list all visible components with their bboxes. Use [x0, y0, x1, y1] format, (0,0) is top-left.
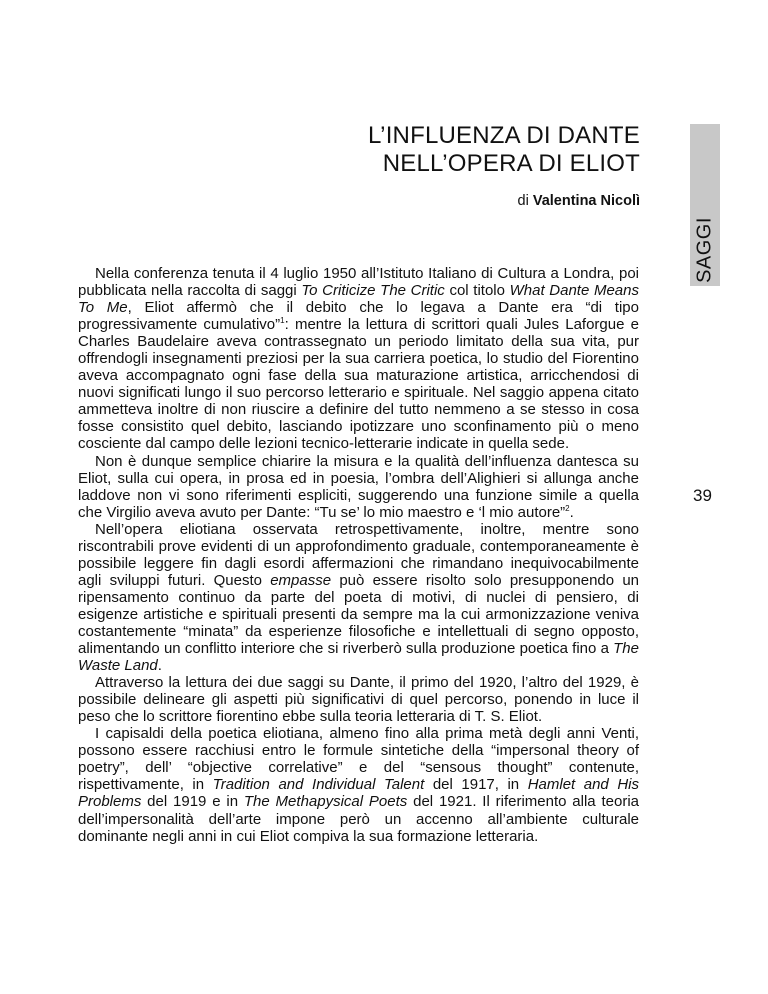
paragraph-1: Nella conferenza tenuta il 4 luglio 1950 all’Istituto Italiano di Cultura a Londra, poi pubblicata nella raccolta di saggi To Criticize The Critic col titolo What Dante Means To Me, Eliot affermò che il debito che lo legava a Dante era “di tipo progressivamente cumulativo”$^1$: mentre la lettura di scrittori quali Jules Laforgue e Charles Baudelaire aveva contrassegnato un periodo limitato della sua vita, pur offrendogli insegnamenti preziosi per la sua carriera poetica, lo studio del Fiorentino aveva accompagnato ogni fase della sua maturazione artistica, arricchendosi di nuovi significati lungo il suo percorso letterario e spirituale. Nel saggio appena citato ammetteva inoltre di non riuscire a definire del tutto nemmeno a se stesso in cosa fosse consistito quel debito, lasciando ipotizzare uno sconfinamento più o meno cosciente dal campo delle lezioni tecnico-letterarie indicate in quella sede. — [78, 265, 640, 453]
author-name: Valentina Nicolì — [532, 193, 640, 209]
italic-title: The Methapysical Poets — [243, 793, 408, 811]
byline — [518, 193, 641, 209]
paragraph-2: Non è dunque semplice chiarire la misura e la qualità dell’influenza dantesca su Eliot, sulla cui opera, in prosa ed in poesia, l’ombra dell’Alighieri si allunga anche laddove non vi sono riferimenti espliciti, suggerendo una funzione simile a quella che Virgilio aveva avuto per Dante: “Tu se’ lo mio maestro e ‘l mio autore”$^2$. — [78, 452, 639, 521]
footnote-ref: 2 — [565, 503, 570, 513]
article-body — [78, 265, 639, 845]
paragraph-4: Attraverso la lettura dei due saggi su Dante, il primo del 1920, l’altro del 1929, è possibile delineare gli aspetti più significativi di quel percorso, ponendo in luce il peso che lo scrittore fiorentino ebbe sulla teoria letteraria di T. S. Eliot. — [78, 674, 639, 726]
italic-title: To Criticize The Critic — [301, 282, 445, 300]
byline-prefix: di — [517, 193, 529, 209]
title-line-2: NELL’OPERA DI ELIOT — [382, 150, 640, 177]
article-title — [368, 122, 640, 178]
section-tab — [690, 124, 720, 286]
page-number: 39 — [693, 486, 712, 505]
italic-title: empasse — [270, 571, 332, 589]
italic-title: What Dante Means To Me — [78, 282, 639, 317]
section-tab-label: SAGGI — [693, 217, 716, 283]
paragraph-3: Nell’opera eliotiana osservata retrospettivamente, inoltre, mentre sono riscontrabili prove evidenti di un approfondimento graduale, contemporaneamente è possibile leggere fin dagli esordi affermazioni che rimandano inequivocabilmente agli sviluppi futuri. Questo empasse può essere risolto solo presupponendo un ripensamento continuo da parte del poeta di motivi, di nuclei di pensiero, di esigenze artistiche e spirituali presenti da sempre ma la cui armonizzazione veniva costantemente “minata” da esperienze filosofiche e intellettuali di segno opposto, alimentando un conflitto interiore che si riverberò sulla produzione poetica fino a The Waste Land. — [78, 520, 640, 675]
italic-title: Hamlet and His Problems — [78, 776, 639, 811]
paragraph-5: I capisaldi della poetica eliotiana, almeno fino alla prima metà degli anni Venti, possono essere racchiusi entro le formule sintetiche della “impersonal theory of poetry”, dell’ “objective correlative” e del “sensous thought” contenute, rispettivamente, in Tradition and Individual Talent del 1917, in Hamlet and His Problems del 1919 e in The Methapysical Poets del 1921. Il riferimento alla teoria dell’impersonalità dell’arte impone però un accenno all’ambiente culturale dominante negli anni in cui Eliot compiva la sua formazione letteraria. — [78, 725, 639, 845]
italic-title: The Waste Land — [78, 640, 639, 675]
footnote-ref: 1 — [280, 316, 285, 326]
title-line-1: L’INFLUENZA DI DANTE — [367, 122, 640, 149]
italic-title: Tradition and Individual Talent — [212, 776, 425, 794]
